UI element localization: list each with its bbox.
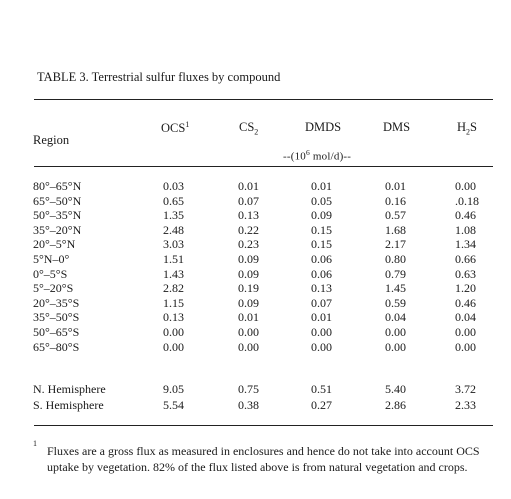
cell-ocs: 3.03: [163, 237, 184, 252]
table-row: [0, 325, 511, 340]
cell-h2s: 0.66: [455, 252, 476, 266]
cell-dmds: 0.06: [311, 252, 332, 266]
cell-region: 50°–65°S: [33, 325, 80, 339]
cell-dmds: 0.05: [311, 193, 332, 208]
cell-h2s: 1.08: [455, 222, 476, 237]
cell-h2s: .0.18: [455, 193, 479, 208]
cell-dms: 2.17: [385, 237, 406, 252]
bottom-rule: [34, 425, 493, 426]
table-row: [0, 398, 511, 413]
cell-h2s: 0.04: [455, 310, 476, 325]
header-dmds: DMDS: [305, 120, 342, 134]
cell-h2s: 0.00: [455, 325, 476, 339]
cell-region: 35°–20°N: [33, 222, 82, 237]
header-region: Region: [33, 133, 70, 147]
table-row: [0, 310, 511, 325]
header-dms: DMS: [383, 120, 411, 134]
table-row: [0, 179, 511, 194]
table-row: [0, 237, 511, 252]
cell-ocs: 0.13: [163, 310, 184, 325]
cell-region: S. Hemisphere: [33, 398, 104, 412]
cell-h2s: 1.20: [455, 281, 476, 296]
cell-dmds: 0.00: [311, 325, 332, 339]
cell-cs2: 0.09: [238, 252, 259, 266]
header-rule: [34, 166, 493, 167]
cell-dms: 0.00: [385, 325, 406, 339]
cell-ocs: 0.65: [163, 193, 184, 208]
cell-region: N. Hemisphere: [33, 382, 106, 396]
cell-dmds: 0.51: [311, 382, 332, 396]
cell-dmds: 0.01: [311, 310, 332, 325]
footnote-text: Fluxes are a gross flux as measured in enclosures and hence do not take into account OCS uptake by vegetation. 82% of the flux listed above is from natural vegetation and crops.: [47, 444, 480, 474]
cell-dms: 2.86: [385, 398, 406, 412]
cell-cs2: 0.00: [238, 339, 259, 354]
cell-ocs: 1.43: [163, 266, 184, 281]
header-ocs: OCS$^1$: [161, 120, 190, 136]
cell-region: 5°N–0°: [33, 252, 70, 266]
cell-h2s: 0.63: [455, 266, 476, 281]
cell-dmds: 0.15: [311, 222, 332, 237]
cell-h2s: 3.72: [455, 382, 476, 396]
cell-cs2: 0.38: [238, 398, 259, 412]
cell-region: 35°–50°S: [33, 310, 80, 325]
cell-region: 65°–80°S: [33, 339, 80, 354]
top-rule: [34, 99, 493, 100]
cell-dms: 0.00: [385, 339, 406, 354]
table-row: [0, 281, 511, 296]
cell-dms: 0.04: [385, 310, 406, 325]
cell-ocs: 2.82: [163, 281, 184, 296]
cell-dmds: 0.06: [311, 266, 332, 281]
cell-dmds: 0.13: [311, 281, 332, 296]
cell-dms: 0.01: [385, 179, 406, 193]
footnote-mark: 1: [33, 439, 37, 448]
table-row: [0, 296, 511, 311]
cell-cs2: 0.13: [238, 208, 259, 223]
cell-dmds: 0.27: [311, 398, 332, 412]
cell-region: 50°–35°N: [33, 208, 82, 223]
cell-dmds: 0.01: [311, 179, 332, 193]
cell-dms: 0.16: [385, 193, 406, 208]
table-row: [0, 340, 511, 355]
cell-ocs: 0.03: [163, 179, 184, 193]
table-row: [0, 382, 511, 397]
cell-dms: 1.68: [385, 222, 406, 237]
cell-ocs: 1.15: [163, 295, 184, 310]
cell-dmds: 0.00: [311, 339, 332, 354]
cell-ocs: 0.00: [163, 339, 184, 354]
cell-region: 5°–20°S: [33, 281, 74, 296]
cell-h2s: 1.34: [455, 237, 476, 252]
cell-cs2: 0.22: [238, 222, 259, 237]
cell-dms: 5.40: [385, 382, 406, 396]
cell-ocs: 0.00: [163, 325, 184, 339]
cell-dmds: 0.15: [311, 237, 332, 252]
cell-region: 20°–35°S: [33, 295, 80, 310]
table-row: [0, 267, 511, 282]
units-label: $--(10^6$ mol/d)--: [283, 148, 352, 163]
table-caption: TABLE 3. Terrestrial sulfur fluxes by compound: [37, 70, 281, 84]
cell-cs2: 0.19: [238, 281, 259, 296]
cell-dmds: 0.09: [311, 208, 332, 223]
table-row: [0, 208, 511, 223]
cell-h2s: 0.46: [455, 295, 476, 310]
cell-ocs: 2.48: [163, 222, 184, 237]
cell-ocs: 5.54: [163, 398, 184, 412]
cell-cs2: 0.01: [238, 179, 259, 193]
cell-cs2: 0.00: [238, 325, 259, 339]
cell-dms: 0.57: [385, 208, 406, 223]
cell-region: 0°–5°S: [33, 266, 68, 281]
cell-cs2: 0.75: [238, 382, 259, 396]
cell-ocs: 1.35: [163, 208, 184, 223]
cell-cs2: 0.09: [238, 266, 259, 281]
cell-cs2: 0.09: [238, 295, 259, 310]
cell-cs2: 0.23: [238, 237, 259, 252]
cell-dms: 0.79: [385, 266, 406, 281]
table-row: [0, 194, 511, 209]
header-h2s: $H_2S$: [457, 120, 477, 137]
cell-dms: 0.59: [385, 295, 406, 310]
cell-dms: 1.45: [385, 281, 406, 296]
cell-region: 65°–50°N: [33, 193, 82, 208]
cell-ocs: 1.51: [163, 252, 184, 266]
cell-ocs: 9.05: [163, 382, 184, 396]
cell-dmds: 0.07: [311, 295, 332, 310]
header-cs2: $CS_2$: [239, 120, 259, 137]
cell-cs2: 0.01: [238, 310, 259, 325]
cell-h2s: 0.00: [455, 339, 476, 354]
cell-dms: 0.80: [385, 252, 406, 266]
cell-cs2: 0.07: [238, 193, 259, 208]
cell-h2s: 0.00: [455, 179, 476, 193]
cell-region: 20°–5°N: [33, 237, 76, 252]
table-row: [0, 223, 511, 238]
table-row: [0, 252, 511, 267]
cell-h2s: 2.33: [455, 398, 476, 412]
cell-h2s: 0.46: [455, 208, 476, 223]
cell-region: 80°–65°N: [33, 179, 82, 193]
